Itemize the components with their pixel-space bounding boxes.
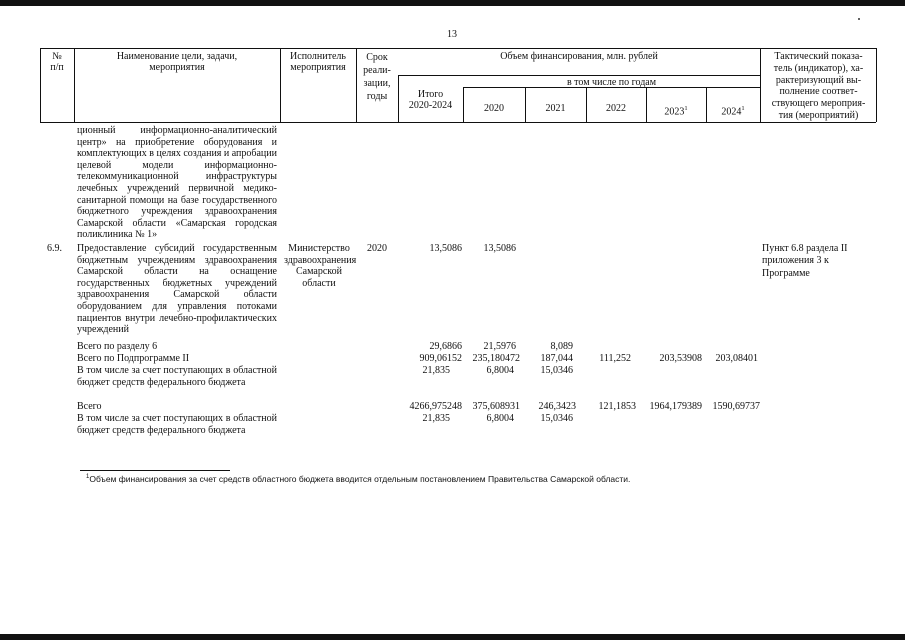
col-indicator-header: Тактический показа- тель (индикатор), ха- рактеризующий вы- полнение соответ- ствующего мероприя- тия (мероприятий) bbox=[771, 51, 866, 121]
summary-total: 21,835 bbox=[422, 365, 450, 376]
row-number: 6.9. bbox=[47, 243, 62, 254]
bottom-scan-edge bbox=[0, 634, 905, 640]
page-number: 13 bbox=[447, 29, 457, 40]
summary-2023: 203,53908 bbox=[659, 353, 702, 364]
summary-label: Всего по разделу 6 bbox=[77, 341, 158, 352]
summary-total: 29,6866 bbox=[429, 341, 462, 352]
col-financing-header: Объем финансирования, млн. рублей bbox=[500, 51, 658, 62]
summary-2021: 246,3423 bbox=[538, 401, 576, 412]
col-by-years-header: в том числе по годам bbox=[566, 77, 657, 88]
summary-2021: 15,0346 bbox=[540, 365, 573, 376]
row-executor: Министерство здравоохранения Самарской области bbox=[284, 243, 357, 289]
col-total-header: Итого 2020-2024 bbox=[408, 89, 453, 111]
summary-total: 4266,975248 bbox=[409, 401, 462, 412]
summary-2020: 21,5976 bbox=[483, 341, 516, 352]
col-num-header: № п/п bbox=[50, 51, 64, 73]
row-total: 13,5086 bbox=[429, 243, 462, 254]
summary-2024: 203,08401 bbox=[715, 353, 758, 364]
summary-2024: 1590,69737 bbox=[712, 401, 760, 412]
summary-total: 909,06152 bbox=[419, 353, 462, 364]
summary-label: В том числе за счет поступающих в областной бюджет средств федерального бюджета bbox=[77, 365, 277, 388]
col-name-header: Наименование цели, задачи, мероприятия bbox=[116, 51, 238, 73]
footnote-divider bbox=[80, 470, 230, 471]
summary-2021: 8,089 bbox=[550, 341, 573, 352]
summary-2023: 1964,179389 bbox=[649, 401, 702, 412]
summary-label: Всего bbox=[77, 401, 102, 412]
footnote: $^1$Объем финансирования за счет средств областного бюджета вводится отдельным постановлением Правительства Самарской области. bbox=[86, 474, 631, 484]
summary-2020: 235,180472 bbox=[472, 353, 520, 364]
summary-2021: 187,044 bbox=[540, 353, 573, 364]
summary-2020: 6,8004 bbox=[486, 413, 514, 424]
summary-2021: 15,0346 bbox=[540, 413, 573, 424]
col-year-2024: 2024$^1$ bbox=[721, 105, 745, 118]
summary-total: 21,835 bbox=[422, 413, 450, 424]
summary-label: Всего по Подпрограмме II bbox=[77, 353, 190, 364]
col-year-2020: 2020 bbox=[484, 103, 504, 114]
continuation-text: ционный информационно-аналитический центр» на приобретение оборудования и комплектующих в целях создания и апробации целевой модели информационно-телекоммуникационной инфраструктуры лечебных учреждений первичной медико-санитарной помощи на базе государственного бюджетного учреждения здравоохранения Самарской области «Самарская городская поликлиника № 1» bbox=[77, 125, 277, 241]
row-2020: 13,5086 bbox=[483, 243, 516, 254]
col-year-2022: 2022 bbox=[606, 103, 626, 114]
summary-2020: 375,608931 bbox=[472, 401, 520, 412]
summary-2022: 111,252 bbox=[599, 353, 631, 364]
top-scan-edge bbox=[0, 0, 905, 6]
col-year-2021: 2021 bbox=[545, 103, 566, 114]
scan-speck bbox=[858, 18, 860, 20]
summary-2022: 121,1853 bbox=[598, 401, 636, 412]
col-executor-header: Исполнитель мероприятия bbox=[290, 51, 346, 73]
summary-2020: 6,8004 bbox=[486, 365, 514, 376]
col-term-header: Срок реали- зации, годы bbox=[363, 52, 391, 102]
row-term: 2020 bbox=[367, 243, 387, 254]
summary-label: В том числе за счет поступающих в областной бюджет средств федерального бюджета bbox=[77, 413, 277, 436]
row-name: Предоставление субсидий государственным бюджетным учреждениям здравоохранения Самарской области на оснащение государственных бюджетных учреждений здравоохранения Самарской области оборудованием для управления потоками пациентов внутри лечебно-профилактических учреждений bbox=[77, 243, 277, 336]
col-year-2023: 2023$^1$ bbox=[664, 105, 688, 118]
row-indicator: Пункт 6.8 раздела II приложения 3 к Программе bbox=[762, 243, 848, 279]
